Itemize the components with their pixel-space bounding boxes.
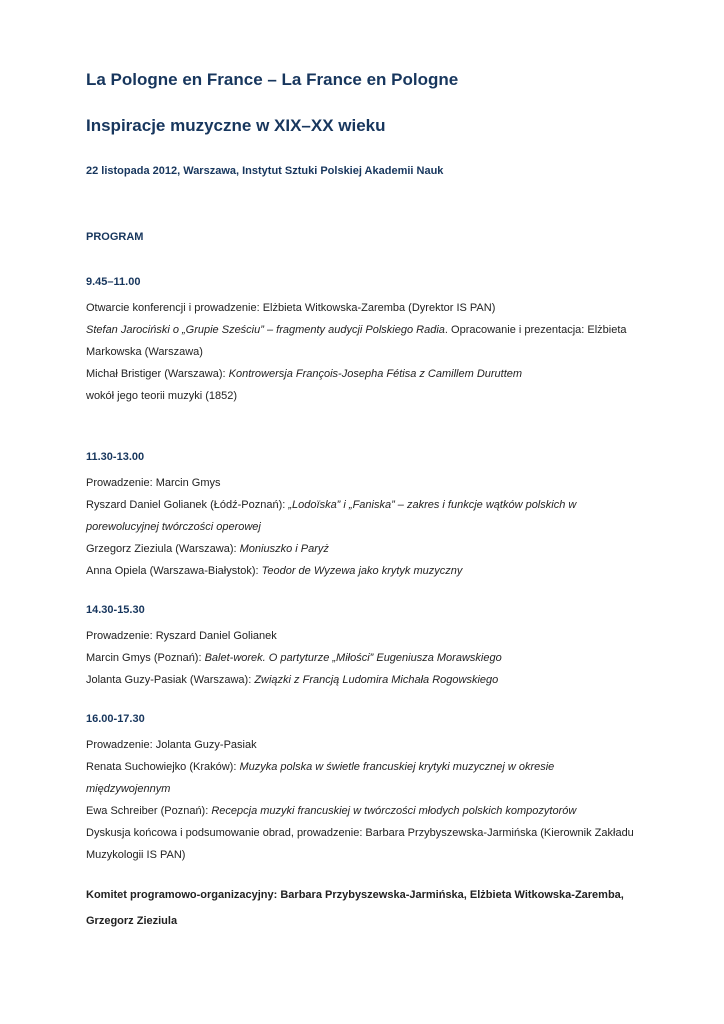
session-3 xyxy=(86,603,646,691)
program-line: Marcin Gmys (Poznań): Balet-worek. O partyturze „Miłości” Eugeniusza Morawskiego xyxy=(86,652,502,664)
session-4 xyxy=(86,712,646,866)
program-line: Ewa Schreiber (Poznań): Recepcja muzyki francuskiej w twórczości młodych polskich kompozytorów xyxy=(86,805,577,817)
session-time: 16.00-17.30 xyxy=(86,713,145,725)
program-line: Renata Suchowiejko (Kraków): Muzyka polska w świetle francuskiej krytyki muzycznej w okresie xyxy=(86,761,555,773)
program-line: porewolucyjnej twórczości operowej xyxy=(86,521,261,533)
program-line: Prowadzenie: Marcin Gmys xyxy=(86,477,221,489)
program-line: wokół jego teorii muzyki (1852) xyxy=(86,390,238,402)
program-line: Otwarcie konferencji i prowadzenie: Elżbieta Witkowska-Zaremba (Dyrektor IS PAN) xyxy=(86,302,496,314)
program-line: Grzegorz Zieziula (Warszawa): Moniuszko i Paryż xyxy=(86,543,329,555)
session-2 xyxy=(86,450,646,582)
program-line: Prowadzenie: Ryszard Daniel Golianek xyxy=(86,630,277,642)
session-time: 9.45–11.00 xyxy=(86,276,141,288)
program-heading: PROGRAM xyxy=(86,231,144,243)
program-line: Stefan Jarociński o „Grupie Sześciu” – fragmenty audycji Polskiego Radia. Opracowanie i prezentacja: Elżbieta xyxy=(86,324,627,336)
program-line: Jolanta Guzy-Pasiak (Warszawa): Związki z Francją Ludomira Michała Rogowskiego xyxy=(86,674,499,686)
program-line: Michał Bristiger (Warszawa): Kontrowersja François-Josepha Fétisa z Camillem Duruttem xyxy=(86,368,523,380)
program-line: Markowska (Warszawa) xyxy=(86,346,203,358)
session-1 xyxy=(86,275,646,407)
organizing-committee xyxy=(86,882,646,934)
committee-line: Grzegorz Zieziula xyxy=(86,915,178,927)
document-subtitle: Inspiracje muzyczne w XIX–XX wieku xyxy=(86,116,386,135)
session-time: 11.30-13.00 xyxy=(86,451,145,463)
program-line: Dyskusja końcowa i podsumowanie obrad, prowadzenie: Barbara Przybyszewska-Jarmińska (Kierownik Zakładu xyxy=(86,827,634,839)
document-title: La Pologne en France – La France en Pologne xyxy=(86,70,459,89)
session-time: 14.30-15.30 xyxy=(86,604,145,616)
event-info: 22 listopada 2012, Warszawa, Instytut Sztuki Polskiej Akademii Nauk xyxy=(86,165,444,177)
program-line: Ryszard Daniel Golianek (Łódź-Poznań): „Lodoïska” i „Faniska” – zakres i funkcje wątków polskich w xyxy=(86,499,577,511)
program-line: międzywojennym xyxy=(86,783,171,795)
program-line: Prowadzenie: Jolanta Guzy-Pasiak xyxy=(86,739,257,751)
program-line: Anna Opiela (Warszawa-Białystok): Teodor de Wyzewa jako krytyk muzyczny xyxy=(86,565,463,577)
committee-line: Komitet programowo-organizacyjny: Barbara Przybyszewska-Jarmińska, Elżbieta Witkowska-Zaremba, xyxy=(86,889,624,901)
program-line: Muzykologii IS PAN) xyxy=(86,849,186,861)
